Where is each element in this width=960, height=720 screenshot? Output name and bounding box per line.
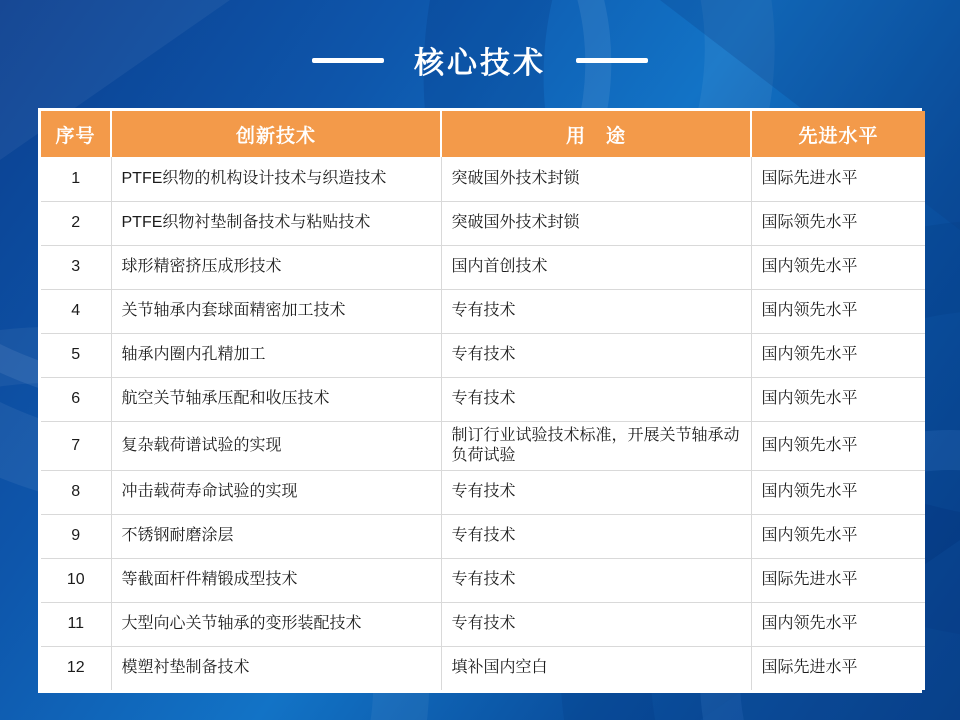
cell-level: 国内领先水平 [751,421,925,470]
cell-technology: 不锈钢耐磨涂层 [111,514,441,558]
table-header-row [41,111,925,157]
table-row [41,245,925,289]
cell-technology: 轴承内圈内孔精加工 [111,333,441,377]
cell-use: 专有技术 [441,514,751,558]
cell-index: 10 [41,558,111,602]
title-rule-left [312,58,384,63]
cell-index: 2 [41,201,111,245]
cell-use: 专有技术 [441,289,751,333]
cell-index: 9 [41,514,111,558]
cell-technology: 球形精密挤压成形技术 [111,245,441,289]
cell-index: 5 [41,333,111,377]
cell-use: 专有技术 [441,333,751,377]
cell-index: 12 [41,646,111,690]
cell-level: 国内领先水平 [751,333,925,377]
cell-use: 突破国外技术封锁 [441,201,751,245]
table-row [41,646,925,690]
table-row [41,558,925,602]
cell-use: 国内首创技术 [441,245,751,289]
cell-index: 6 [41,377,111,421]
cell-index: 3 [41,245,111,289]
cell-level: 国内领先水平 [751,470,925,514]
core-technology-table [38,108,922,693]
cell-technology: 冲击载荷寿命试验的实现 [111,470,441,514]
page-title: 核心技术 [414,47,546,80]
cell-level: 国内领先水平 [751,289,925,333]
cell-index: 8 [41,470,111,514]
title-rule-right [576,58,648,63]
table-row [41,157,925,201]
cell-use: 专有技术 [441,602,751,646]
cell-use: 专有技术 [441,377,751,421]
column-header-level: 先进水平 [751,111,925,157]
cell-technology: 模塑衬垫制备技术 [111,646,441,690]
cell-level: 国际先进水平 [761,659,858,677]
cell-level: 国内领先水平 [751,602,925,646]
cell-use: 填补国内空白 [441,646,751,690]
table-row [41,421,925,470]
cell-technology: 等截面杆件精锻成型技术 [111,558,441,602]
slide-title-group [0,38,960,82]
cell-technology: PTFE织物的机构设计技术与织造技术 [111,157,441,201]
cell-index: 4 [41,289,111,333]
table-row [41,289,925,333]
table-row [41,470,925,514]
cell-level: 国内领先水平 [751,377,925,421]
table-row [41,514,925,558]
cell-technology: 航空关节轴承压配和收压技术 [111,377,441,421]
cell-index: 7 [41,421,111,470]
cell-use: 制订行业试验技术标准，开展关节轴承动负荷试验 [441,421,751,470]
column-header-index: 序号 [41,111,111,157]
column-header-technology: 创新技术 [111,111,441,157]
cell-technology: PTFE织物衬垫制备技术与粘贴技术 [111,201,441,245]
cell-index: 1 [41,157,111,201]
cell-technology: 大型向心关节轴承的变形装配技术 [111,602,441,646]
cell-use: 专有技术 [441,558,751,602]
cell-level: 国际先进水平 [751,558,925,602]
cell-level: 国际先进水平 [751,157,925,201]
cell-index: 11 [41,602,111,646]
table-row [41,201,925,245]
table-row [41,333,925,377]
column-header-use: 用 途 [441,111,751,157]
table-row [41,377,925,421]
table-row [41,602,925,646]
cell-level: 国际领先水平 [751,201,925,245]
cell-use: 突破国外技术封锁 [441,157,751,201]
cell-use: 专有技术 [441,470,751,514]
cell-level: 国内领先水平 [751,245,925,289]
cell-level: 国内领先水平 [751,514,925,558]
cell-technology: 关节轴承内套球面精密加工技术 [111,289,441,333]
cell-technology: 复杂载荷谱试验的实现 [111,421,441,470]
